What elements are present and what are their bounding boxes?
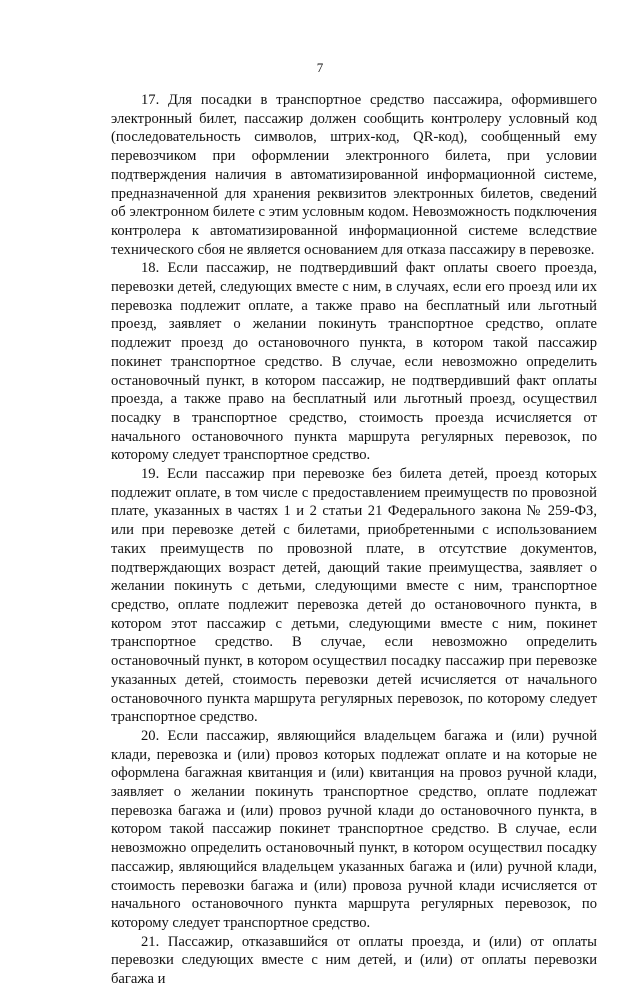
page-number: 7 <box>316 60 324 75</box>
paragraph-21: 21. Пассажир, отказавшийся от оплаты проезда, и (или) от оплаты перевозки следующих вместе с ним детей, и (или) от оплаты перевозки багажа и <box>111 933 597 988</box>
paragraph-18: 18. Если пассажир, не подтвердивший факт оплаты своего проезда, перевозки детей, следующих вместе с ним, в случаях, если его проезд или их перевозка подлежит оплате, а также право на бесплатный или льготный проезд, заявляет о желании покинуть транспортное средство, оплате подлежит проезд до остановочного пункта, в котором такой пассажир покинет транспортное средство. В случае, если невозможно определить остановочный пункт, в котором пассажир, не подтвердивший факт оплаты проезда, а также право на бесплатный или льготный проезд, осуществил посадку в транспортное средство, стоимость проезда исчисляется от начального остановочного пункта маршрута регулярных перевозок, по которому следует транспортное средство. <box>111 260 597 464</box>
paragraph-17: 17. Для посадки в транспортное средство пассажира, оформившего электронный билет, пассажир должен сообщить контролеру условный код (последовательность символов, штрих-код, QR-код), сообщенный ему перевозчиком при оформлении электронного билета, при условии подтверждения наличия в автоматизированной информационной системе, предназначенной для хранения реквизитов электронных билетов, сведений об электронном билете с этим условным кодом. Невозможность подключения контролера к автоматизированной информационной системе вследствие технического сбоя не является основанием для отказа пассажиру в перевозке. <box>111 92 597 258</box>
body-text <box>111 91 597 989</box>
paragraph-20: 20. Если пассажир, являющийся владельцем багажа и (или) ручной клади, перевозка и (или) провоз которых подлежат оплате и на которые не оформлена багажная квитанция и (или) квитанция на провоз ручной клади, заявляет о желании покинуть транспортное средство, оплате подлежат перевозка багажа и (или) провоз ручной клади до остановочного пункта, в котором такой пассажир покинет транспортное средство. В случае, если невозможно определить остановочный пункт, в котором осуществил посадку пассажир, являющийся владельцем указанных багажа и (или) ручной клади, стоимость перевозки багажа и (или) провоза ручной клади исчисляется от начального остановочного пункта маршрута регулярных перевозок, по которому следует транспортное средство. <box>111 727 597 931</box>
paragraph-19: 19. Если пассажир при перевозке без билета детей, проезд которых подлежит оплате, в том числе с предоставлением преимуществ по провозной плате, указанных в частях 1 и 2 статьи 21 Федерального закона № 259-ФЗ, или при перевозке детей с билетами, приобретенными с использованием таких преимуществ по провозной плате, в отсутствие документов, подтверждающих возраст детей, дающий такие преимущества, заявляет о желании покинуть с детьми, следующими вместе с ним, транспортное средство, оплате подлежит перевозка детей до остановочного пункта, в котором этот пассажир с детьми, следующими вместе с ним, покинет транспортное средство. В случае, если невозможно определить остановочный пункт, в котором осуществил посадку пассажир при перевозке указанных детей, стоимость перевозки детей исчисляется от начального остановочного пункта маршрута регулярных перевозок, по которому следует транспортное средство. <box>111 466 597 726</box>
